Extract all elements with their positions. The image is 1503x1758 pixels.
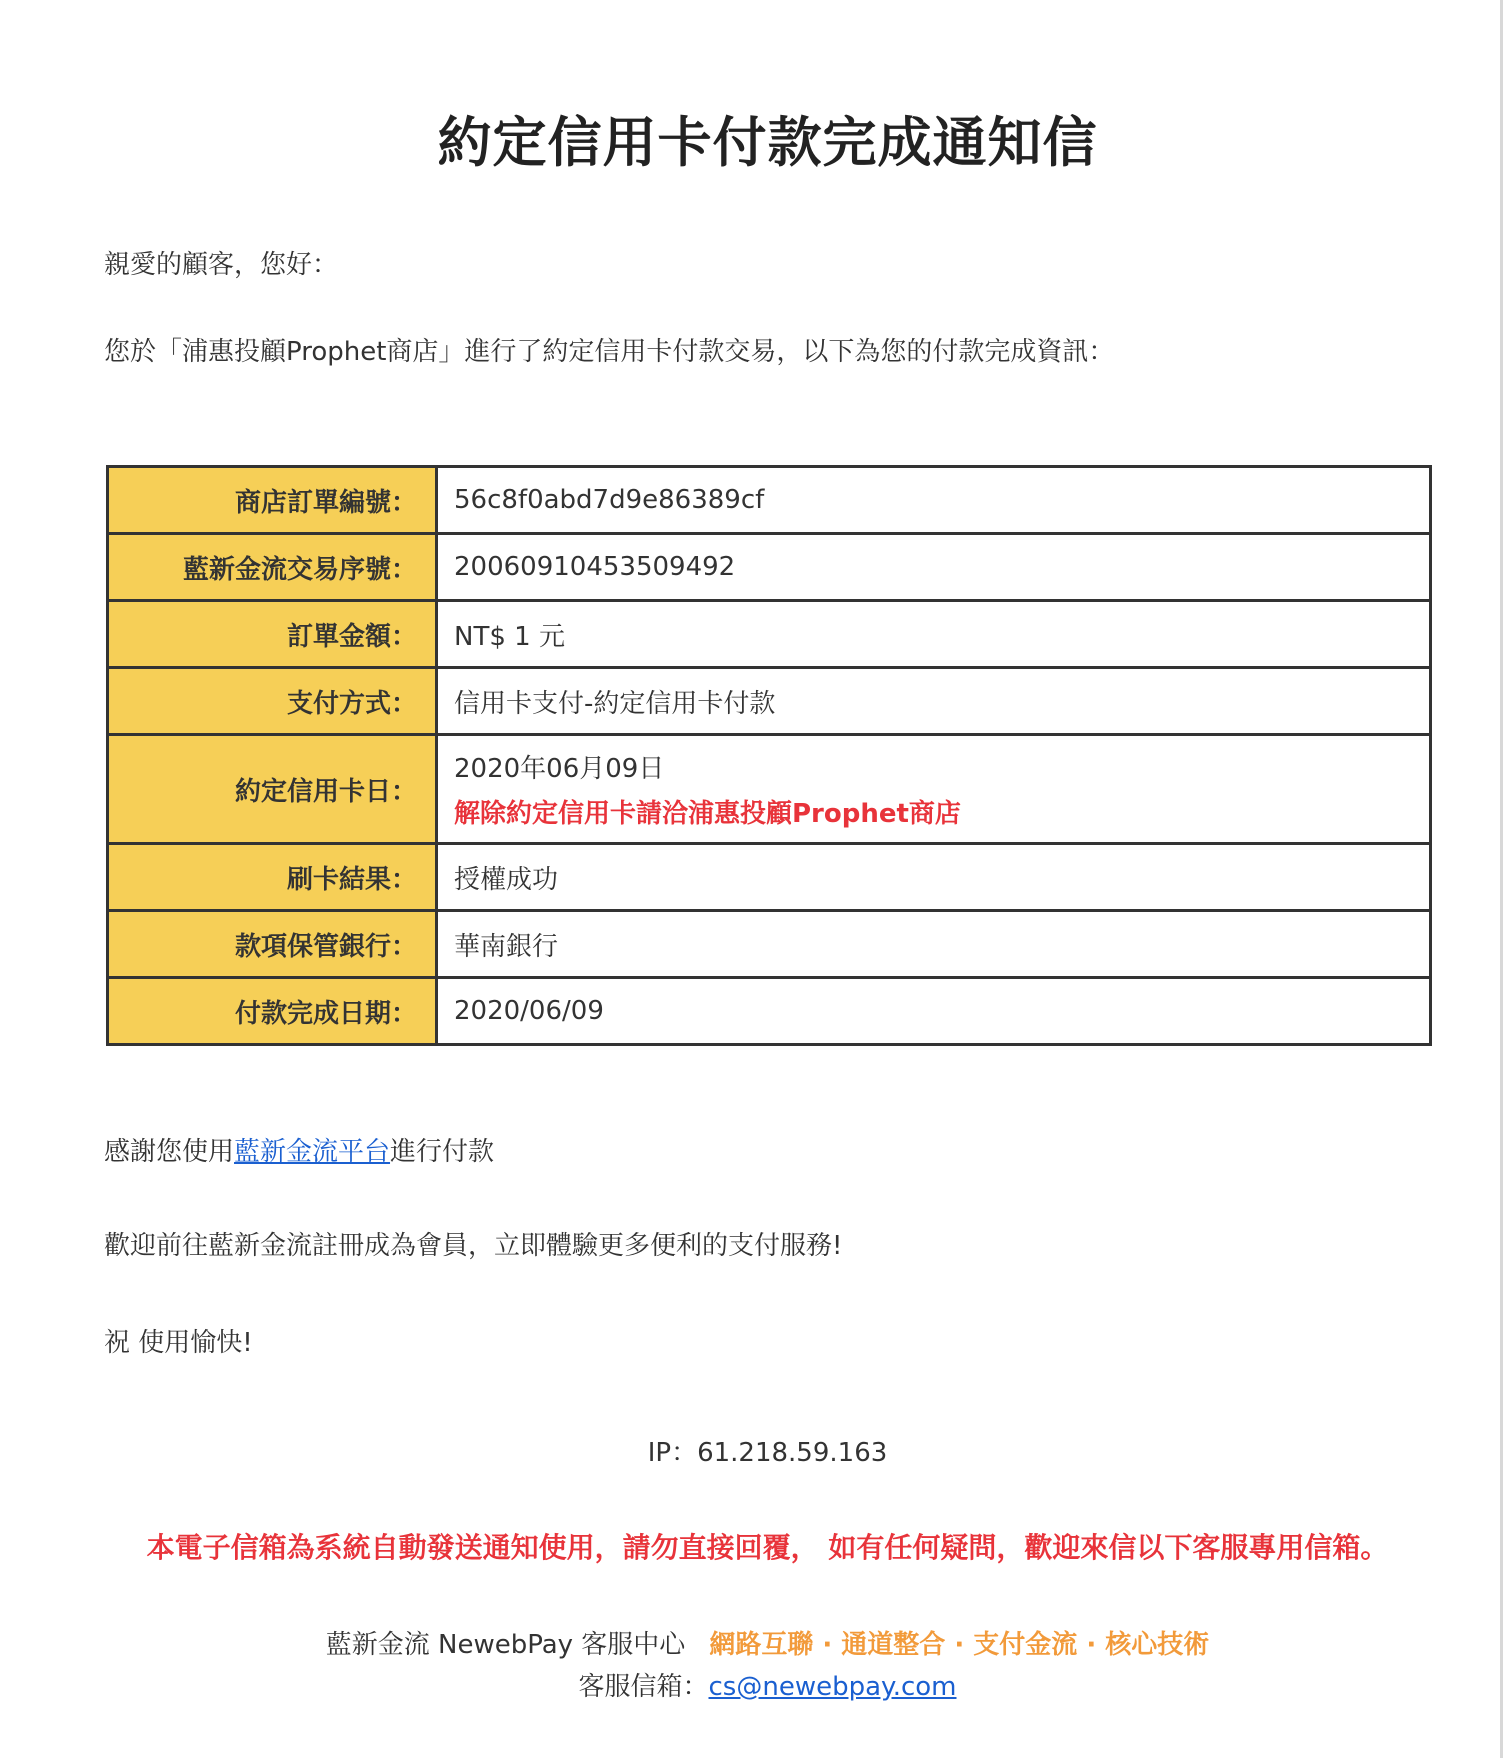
thanks-prefix: 感謝您使用	[104, 1137, 235, 1167]
table-row	[108, 668, 1431, 735]
row-value: 56c8f0abd7d9e86389cf	[437, 467, 1431, 534]
greeting-text: 親愛的顧客，您好：	[104, 250, 339, 280]
row-label: 刷卡結果：	[108, 844, 437, 911]
row-value: 授權成功	[437, 844, 1431, 911]
payment-details-table	[106, 465, 1432, 1046]
ip-address: IP：61.218.59.163	[647, 1438, 888, 1468]
table-row	[108, 844, 1431, 911]
row-label: 支付方式：	[108, 668, 437, 735]
row-value-with-note	[437, 735, 1431, 844]
email-label: 客服信箱：	[578, 1672, 709, 1702]
row-value: NT$ 1 元	[437, 601, 1431, 668]
footer-service-line	[0, 1624, 1503, 1661]
row-value: 20060910453509492	[437, 534, 1431, 601]
row-value: 2020年06月09日	[454, 754, 665, 784]
table-row	[108, 534, 1431, 601]
row-label: 付款完成日期：	[108, 978, 437, 1045]
invite-text: 歡迎前往藍新金流註冊成為會員，立即體驗更多便利的支付服務!	[104, 1231, 843, 1261]
newebpay-platform-link[interactable]: 藍新金流平台	[234, 1137, 391, 1167]
no-reply-warning: 本電子信箱為系統自動發送通知使用，請勿直接回覆， 如有任何疑問，歡迎來信以下客服專用信箱。	[146, 1531, 1389, 1564]
service-center-name: 藍新金流 NewebPay 客服中心	[325, 1630, 686, 1660]
thanks-text	[104, 1131, 494, 1168]
table-row	[108, 467, 1431, 534]
intro-text: 您於「浦惠投顧Prophet商店」進行了約定信用卡付款交易，以下為您的付款完成資訊：	[104, 337, 1115, 367]
row-label: 款項保管銀行：	[108, 911, 437, 978]
row-label: 商店訂單編號：	[108, 467, 437, 534]
support-email-link[interactable]: cs@newebpay.com	[708, 1672, 957, 1702]
row-label: 約定信用卡日：	[108, 735, 437, 844]
row-value: 2020/06/09	[437, 978, 1431, 1045]
row-value: 信用卡支付-約定信用卡付款	[437, 668, 1431, 735]
table-row	[108, 911, 1431, 978]
wish-text: 祝 使用愉快!	[104, 1328, 253, 1358]
row-label: 訂單金額：	[108, 601, 437, 668]
table-row	[108, 735, 1431, 844]
row-label: 藍新金流交易序號：	[108, 534, 437, 601]
footer-email-line	[0, 1666, 1503, 1703]
thanks-suffix: 進行付款	[390, 1137, 495, 1167]
cancel-agreement-note: 解除約定信用卡請洽浦惠投顧Prophet商店	[454, 799, 961, 829]
footer-tagline: 網路互聯 · 通道整合 · 支付金流 · 核心技術	[709, 1630, 1210, 1660]
table-row	[108, 601, 1431, 668]
row-value: 華南銀行	[437, 911, 1431, 978]
email-title: 約定信用卡付款完成通知信	[437, 111, 1098, 174]
table-row	[108, 978, 1431, 1045]
